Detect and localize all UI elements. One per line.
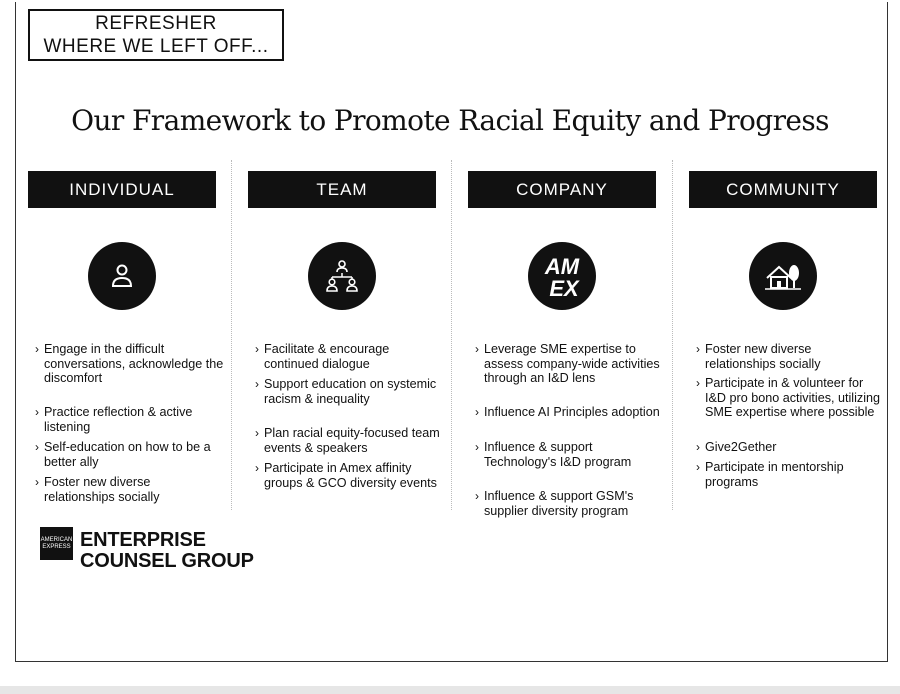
list-item: › Influence & support GSM's supplier diversity program <box>476 489 664 518</box>
badge-line-1: AMERICAN <box>40 536 73 543</box>
column-header-individual: INDIVIDUAL <box>28 171 216 208</box>
list-item: › Support education on systemic racism & inequality <box>256 377 444 406</box>
column-individual <box>28 171 224 504</box>
house-tree-icon <box>749 242 817 310</box>
list-item: › Influence AI Principles adoption <box>476 405 664 420</box>
team-hierarchy-icon <box>308 242 376 310</box>
page-title: Our Framework to Promote Racial Equity and Progress <box>71 104 829 137</box>
amex-logo-text-bottom: EX <box>549 276 579 301</box>
amex-logo-icon <box>528 242 596 310</box>
list-item: › Influence & support Technology's I&D program <box>476 440 664 469</box>
list-item: › Self-education on how to be a better ally <box>36 440 224 469</box>
list-item: › Participate in mentorship programs <box>697 460 885 489</box>
list-item: › Give2Gether <box>697 440 885 455</box>
list-item: › Participate in Amex affinity groups & GCO diversity events <box>256 461 444 490</box>
refresher-box <box>28 9 284 61</box>
column-community <box>689 171 880 489</box>
column-header-company: COMPANY <box>468 171 656 208</box>
amex-logo-text-top: AM <box>544 254 580 279</box>
list-item: › Engage in the difficult conversations, acknowledge the discomfort <box>36 342 224 386</box>
column-header-team: TEAM <box>248 171 436 208</box>
list-item: › Foster new diverse relationships socially <box>36 475 224 504</box>
list-item: › Plan racial equity-focused team events & speakers <box>256 426 444 455</box>
column-team <box>248 171 440 490</box>
column-divider <box>672 160 673 510</box>
list-item: › Leverage SME expertise to assess company-wide activities through an I&D lens <box>476 342 664 386</box>
list-item: › Foster new diverse relationships socially <box>697 342 885 371</box>
refresher-line-2: WHERE WE LEFT OFF... <box>43 36 269 57</box>
column-divider <box>451 160 452 510</box>
list-item: › Practice reflection & active listening <box>36 405 224 434</box>
enterprise-counsel-group-logo <box>80 530 254 572</box>
list-item: › Participate in & volunteer for I&D pro bono activities, utilizing SME expertise where possible <box>697 376 885 420</box>
amex-badge-logo <box>40 527 73 560</box>
logo-line-1: ENTERPRISE <box>80 529 206 551</box>
bottom-strip <box>0 686 900 694</box>
badge-line-2: EXPRESS <box>42 543 71 550</box>
column-header-community: COMMUNITY <box>689 171 877 208</box>
list-item: › Facilitate & encourage continued dialogue <box>256 342 444 371</box>
column-divider <box>231 160 232 510</box>
person-icon <box>88 242 156 310</box>
refresher-line-1: REFRESHER <box>95 13 217 34</box>
column-company <box>468 171 660 518</box>
logo-line-2: COUNSEL GROUP <box>80 550 254 572</box>
